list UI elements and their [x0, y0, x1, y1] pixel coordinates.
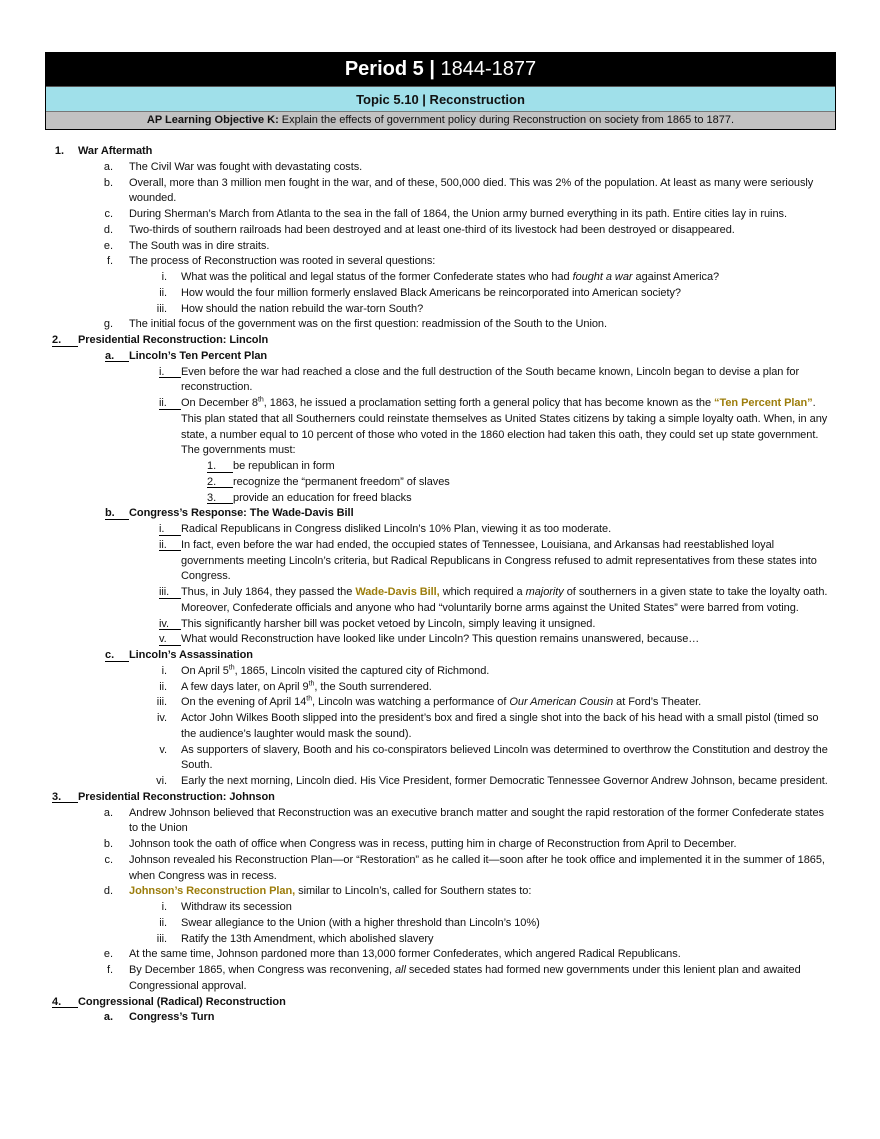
period-title-band — [46, 53, 835, 86]
item-text: Even before the war had reached a close and the full destruction of the South became known, Lincoln began to devise a plan for reconstruction. — [181, 365, 800, 394]
item-text: be republican in form — [233, 460, 335, 472]
text-segment: On April 5 — [181, 664, 229, 677]
ordinal-suffix: th — [258, 396, 264, 404]
outline-item-level-3 — [0, 270, 880, 286]
text-segment: On December 8 — [181, 397, 258, 409]
item-text: The process of Reconstruction was rooted in several questions: — [129, 255, 436, 268]
item-text — [181, 396, 830, 459]
item-text: Two-thirds of southern railroads had been destroyed and at least one-third of its livestock had been destroyed or disappeared. — [129, 223, 735, 236]
outline-item-level-3 — [0, 286, 880, 302]
outline-item-level-2 — [0, 884, 880, 900]
text-segment: , 1863, he issued a proclamation setting forth a general policy that has become known as the — [263, 397, 715, 409]
outline-item-level-2 — [0, 947, 880, 963]
item-text: How should the nation rebuild the war-torn South? — [181, 302, 424, 315]
item-text: As supporters of slavery, Booth and his co-conspirators believed Lincoln was determined to overthrow the Constitution and destroy the South. — [181, 743, 828, 772]
text-segment: , 1865, Lincoln visited the captured city of Richmond. — [234, 664, 490, 677]
item-label: iii. — [156, 696, 167, 709]
text-segment: By December 1865, when Congress was reconvening, — [129, 964, 395, 976]
item-text: This significantly harsher bill was pocket vetoed by Lincoln, simply leaving it unsigned. — [181, 617, 596, 630]
item-label: a. — [105, 349, 129, 365]
item-text: Presidential Reconstruction: Lincoln — [78, 334, 269, 346]
item-label: c. — [105, 648, 129, 664]
item-label: f. — [106, 255, 113, 268]
italic-text: fought a war — [572, 271, 633, 283]
item-label: 3. — [207, 491, 233, 507]
item-label: i. — [161, 271, 167, 283]
outline-item-level-2 — [0, 176, 880, 208]
item-label: i. — [161, 901, 167, 913]
item-text — [181, 664, 830, 680]
item-text: Ratify the 13th Amendment, which abolished slavery — [181, 932, 434, 945]
item-text: Congress’s Turn — [129, 1011, 215, 1024]
outline-item-level-2 — [0, 254, 880, 270]
outline-item-level-2 — [0, 349, 880, 365]
item-label: ii. — [159, 680, 167, 693]
item-text — [181, 270, 830, 286]
item-text — [181, 585, 830, 617]
item-text: The Civil War was fought with devastating costs. — [129, 160, 363, 173]
item-text — [181, 680, 830, 696]
outline-item-level-3 — [0, 538, 880, 585]
item-text: Early the next morning, Lincoln died. His Vice President, former Democratic Tennessee Governor Andrew Johnson, became president. — [181, 775, 828, 787]
outline-item-level-2 — [0, 207, 880, 223]
item-label: b. — [103, 176, 113, 189]
document-header — [45, 52, 836, 130]
text-segment: , Lincoln was watching a performance of — [312, 696, 510, 709]
text-segment: of southerners in a given state to take the loyalty oath. Moreover, Confederate officials and anyone who had “voluntarily borne arms against the United States” were barred from voting. — [181, 586, 828, 614]
item-label: v. — [159, 743, 167, 756]
outline-item-level-3 — [0, 617, 880, 633]
item-label: a. — [103, 1011, 113, 1024]
highlighted-term: Wade-Davis Bill, — [355, 586, 440, 598]
outline-item-level-3 — [0, 900, 880, 916]
outline-item-level-1 — [0, 333, 880, 349]
outline-item-level-2 — [0, 317, 880, 333]
outline-item-level-2 — [0, 223, 880, 239]
text-segment: which required a — [439, 586, 526, 598]
item-label: c. — [104, 208, 113, 220]
item-text: During Sherman’s March from Atlanta to the sea in the fall of 1864, the Union army burned everything in its path. Entire cities lay in ruins. — [129, 208, 787, 220]
text-segment: seceded states had formed new governments under this lenient plan and awaited Congressional approval. — [129, 964, 801, 992]
item-label: 4. — [52, 995, 78, 1011]
item-label: b. — [105, 506, 129, 522]
item-label: i. — [161, 664, 167, 677]
outline-item-level-2 — [0, 837, 880, 853]
item-text: Radical Republicans in Congress disliked Lincoln’s 10% Plan, viewing it as too moderate. — [181, 523, 612, 535]
text-segment: Thus, in July 1864, they passed the — [181, 586, 356, 598]
item-label: i. — [159, 522, 181, 538]
italic-text: majority — [525, 586, 564, 598]
topic-title: Topic 5.10 | Reconstruction — [46, 86, 835, 111]
outline-item-level-3 — [0, 302, 880, 318]
outline-item-level-1 — [0, 790, 880, 806]
item-text: Congressional (Radical) Reconstruction — [78, 995, 286, 1008]
item-label: 3. — [52, 790, 78, 806]
outline-item-level-2 — [0, 806, 880, 838]
item-text: In fact, even before the war had ended, the occupied states of Tennessee, Louisiana, and Arkansas had reestablished loyal governments meeting Lincoln’s criteria, but Radical Republicans in Congress refused to admit representatives from these states into Congress. — [181, 538, 817, 583]
item-label: e. — [103, 948, 113, 961]
ordinal-suffix: th — [308, 679, 315, 687]
item-label: c. — [104, 853, 113, 866]
item-text: provide an education for freed blacks — [233, 491, 412, 504]
outline-item-level-3 — [0, 932, 880, 948]
outline-item-level-3 — [0, 585, 880, 617]
item-label: i. — [159, 365, 181, 381]
item-label: 2. — [52, 333, 78, 349]
outline-item-level-4 — [0, 491, 880, 507]
item-text — [129, 963, 830, 995]
item-label: iv. — [156, 712, 167, 724]
item-text: Overall, more than 3 million men fought in the war, and of these, 500,000 died. This was 2% of the population. At least as many were seriously wounded. — [129, 176, 814, 205]
item-label: v. — [159, 632, 181, 648]
item-text: Johnson took the oath of office when Congress was in recess, putting him in charge of Reconstruction from April to December. — [129, 838, 737, 850]
item-text: Swear allegiance to the Union (with a higher threshold than Lincoln’s 10%) — [181, 916, 540, 929]
item-label: vi. — [156, 775, 167, 787]
outline-item-level-2 — [0, 853, 880, 885]
item-text: Lincoln’s Ten Percent Plan — [129, 349, 268, 362]
outline-item-level-3 — [0, 664, 880, 680]
item-text: Lincoln’s Assassination — [129, 649, 253, 661]
item-text: How would the four million formerly enslaved Black Americans be reincorporated into American society? — [181, 286, 681, 299]
item-text — [181, 695, 830, 711]
text-segment: . This plan stated that all Southerners could reinstate themselves as United States citizens by taking a simple loyalty oath. When, in any state, a number equal to 10 percent of those who voted in the 1860 election had taken this oath, they could set up state government. The governments must: — [181, 397, 828, 457]
item-text: What would Reconstruction have looked like under Lincoln? This question remains unanswered, because… — [181, 633, 700, 646]
outline-body — [0, 144, 880, 1026]
item-label: a. — [103, 806, 113, 819]
highlighted-term: “Ten Percent Plan” — [714, 397, 813, 409]
outline-item-level-3 — [0, 774, 880, 790]
item-label: f. — [106, 964, 113, 976]
item-label: e. — [103, 239, 113, 252]
outline-item-level-2 — [0, 160, 880, 176]
text-segment: at Ford’s Theater. — [613, 696, 702, 709]
item-label: 1. — [54, 145, 64, 157]
item-label: 2. — [207, 475, 233, 491]
outline-item-level-3 — [0, 365, 880, 397]
learning-objective — [46, 111, 835, 129]
item-label: ii. — [159, 916, 167, 929]
italic-text: Our American Cousin — [509, 696, 614, 709]
item-label: ii. — [159, 538, 181, 554]
item-text: Actor John Wilkes Booth slipped into the president’s box and fired a single shot into the back of his head with a small pistol (timed so the audience’s laughter would mask the sound). — [181, 712, 819, 740]
italic-text: all — [394, 964, 406, 976]
item-text: Andrew Johnson believed that Reconstruction was an executive branch matter and sought the rapid restoration of the former Confederate states to the Union — [129, 806, 824, 835]
item-text: Johnson revealed his Reconstruction Plan—or “Restoration” as he called it—soon after he took office and implemented it in the summer of 1865, when Congress was in recess. — [129, 853, 825, 882]
outline-item-level-3 — [0, 743, 880, 775]
objective-label: AP Learning Objective K: — [146, 114, 279, 126]
outline-item-level-3 — [0, 522, 880, 538]
item-label: g. — [103, 318, 113, 331]
outline-item-level-3 — [0, 711, 880, 743]
outline-item-level-3 — [0, 680, 880, 696]
outline-item-level-3 — [0, 632, 880, 648]
outline-item-level-4 — [0, 459, 880, 475]
text-segment: A few days later, on April 9 — [181, 680, 309, 693]
outline-item-level-3 — [0, 695, 880, 711]
highlighted-term: Johnson’s Reconstruction Plan, — [129, 885, 296, 898]
outline-item-level-4 — [0, 475, 880, 491]
item-text: The South was in dire straits. — [129, 239, 270, 252]
item-label: iii. — [159, 585, 181, 601]
item-text: Withdraw its secession — [181, 901, 292, 913]
item-label: d. — [103, 223, 113, 236]
objective-text: Explain the effects of government policy during Reconstruction on society from 1865 to 1877. — [278, 114, 735, 126]
item-label: a. — [103, 160, 113, 173]
outline-item-level-2 — [0, 239, 880, 255]
ordinal-suffix: th — [306, 695, 313, 703]
item-label: ii. — [159, 286, 167, 299]
item-label: ii. — [159, 396, 181, 412]
outline-item-level-1 — [0, 995, 880, 1011]
item-label: 1. — [207, 459, 233, 475]
text-segment: What was the political and legal status of the former Confederate states who had — [181, 271, 573, 283]
item-label: b. — [103, 838, 113, 850]
outline-item-level-2 — [0, 963, 880, 995]
item-text: At the same time, Johnson pardoned more than 13,000 former Confederates, which angered Radical Republicans. — [129, 948, 681, 961]
outline-item-level-3 — [0, 916, 880, 932]
item-label: iv. — [159, 617, 181, 633]
item-label: iii. — [156, 302, 167, 315]
item-label: d. — [103, 885, 113, 898]
item-text: Congress’s Response: The Wade-Davis Bill — [129, 507, 354, 520]
ordinal-suffix: th — [228, 664, 235, 672]
item-text: recognize the “permanent freedom” of slaves — [233, 475, 450, 488]
outline-item-level-2 — [0, 1010, 880, 1026]
item-text: The initial focus of the government was on the first question: readmission of the South to the Union. — [129, 318, 608, 331]
period-years: 1844-1877 — [440, 58, 537, 80]
item-text: Presidential Reconstruction: Johnson — [78, 790, 275, 803]
text-segment: against America? — [632, 271, 720, 283]
outline-item-level-3 — [0, 396, 880, 459]
period-label: Period 5 | — [344, 58, 435, 80]
item-label: iii. — [156, 932, 167, 945]
outline-item-level-2 — [0, 506, 880, 522]
item-text — [129, 884, 830, 900]
outline-item-level-1 — [0, 144, 880, 160]
outline-item-level-2 — [0, 648, 880, 664]
text-segment: , the South surrendered. — [314, 680, 432, 693]
text-segment: On the evening of April 14 — [181, 696, 307, 709]
item-text: War Aftermath — [78, 145, 153, 157]
text-segment: similar to Lincoln’s, called for Southern states to: — [295, 885, 532, 898]
